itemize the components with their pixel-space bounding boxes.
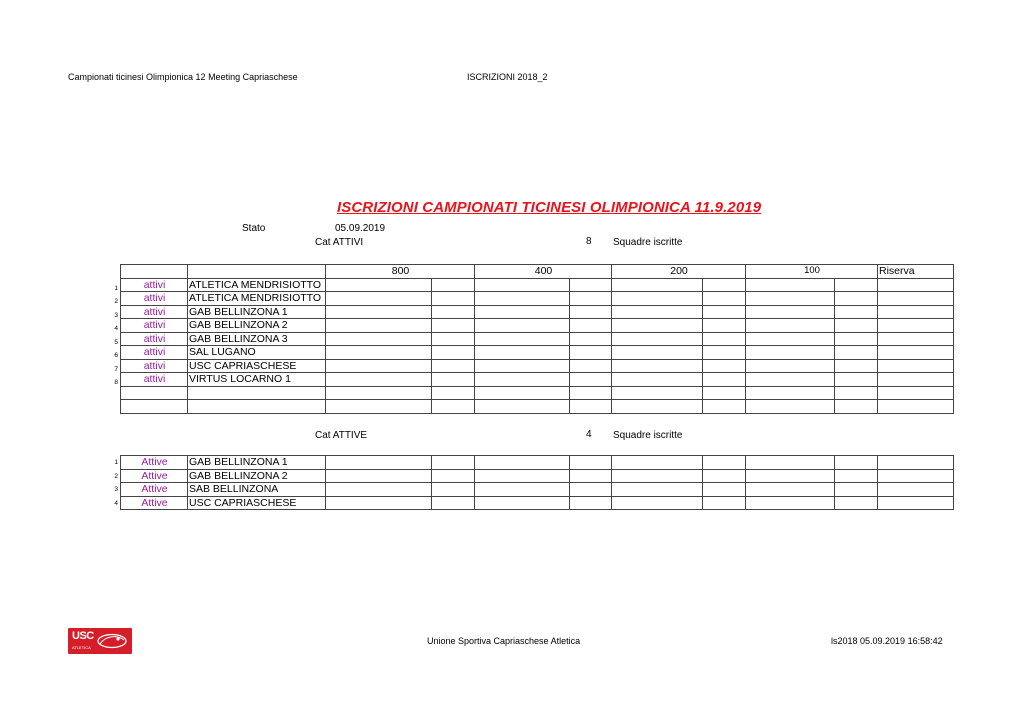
category-cell: Attive bbox=[121, 469, 188, 483]
table-row bbox=[121, 278, 954, 292]
category-cell: attivi bbox=[121, 346, 188, 360]
table-attivi bbox=[120, 264, 954, 414]
row-number: 3 bbox=[114, 486, 118, 493]
category-cell: attivi bbox=[121, 292, 188, 306]
row-number: 6 bbox=[114, 352, 118, 359]
team-cell: GAB BELLINZONA 3 bbox=[188, 332, 326, 346]
category-cell: attivi bbox=[121, 359, 188, 373]
row-number: 2 bbox=[114, 298, 118, 305]
document-title: ISCRIZIONI CAMPIONATI TICINESI OLIMPIONICA 11.9.2019 bbox=[337, 199, 762, 216]
footer-center-text: Unione Sportiva Capriaschese Atletica bbox=[427, 636, 581, 646]
logo-subtext: ATLETICA bbox=[72, 645, 91, 650]
table-attive bbox=[120, 455, 954, 510]
table-row-empty bbox=[121, 400, 954, 414]
row-number: 8 bbox=[114, 379, 118, 386]
category-cell: attivi bbox=[121, 319, 188, 333]
table-row bbox=[121, 332, 954, 346]
row-number: 4 bbox=[114, 325, 118, 332]
row-number: 1 bbox=[114, 285, 118, 292]
section2-count: 4 bbox=[586, 429, 592, 440]
row-number: 7 bbox=[114, 366, 118, 373]
column-400: 400 bbox=[475, 265, 612, 279]
table-row bbox=[121, 292, 954, 306]
category-cell: attivi bbox=[121, 305, 188, 319]
section2-squadre-label: Squadre iscritte bbox=[613, 430, 683, 441]
team-cell: GAB BELLINZONA 2 bbox=[188, 469, 326, 483]
table-row bbox=[121, 483, 954, 497]
team-cell: ATLETICA MENDRISIOTTO bbox=[188, 292, 326, 306]
section1-count: 8 bbox=[586, 236, 592, 247]
column-200: 200 bbox=[612, 265, 746, 279]
team-cell: GAB BELLINZONA 1 bbox=[188, 305, 326, 319]
stato-date: 05.09.2019 bbox=[335, 223, 386, 234]
footer-right-text: ls2018 05.09.2019 16:58:42 bbox=[831, 636, 943, 646]
usc-logo bbox=[68, 628, 132, 654]
team-cell: SAL LUGANO bbox=[188, 346, 326, 360]
table-row-empty bbox=[121, 386, 954, 400]
table-row bbox=[121, 305, 954, 319]
section2-category: Cat ATTIVE bbox=[315, 430, 368, 441]
table-header-row bbox=[121, 265, 954, 279]
team-cell: USC CAPRIASCHESE bbox=[188, 496, 326, 510]
header-center-text: ISCRIZIONI 2018_2 bbox=[467, 72, 548, 82]
table-row bbox=[121, 319, 954, 333]
table-row bbox=[121, 359, 954, 373]
table-row bbox=[121, 456, 954, 470]
row-number: 5 bbox=[114, 339, 118, 346]
table-row bbox=[121, 496, 954, 510]
team-cell: USC CAPRIASCHESE bbox=[188, 359, 326, 373]
column-riserva: Riserva bbox=[878, 265, 954, 279]
category-cell: attivi bbox=[121, 278, 188, 292]
team-cell: VIRTUS LOCARNO 1 bbox=[188, 373, 326, 387]
row-number: 4 bbox=[114, 500, 118, 507]
row-number: 3 bbox=[114, 312, 118, 319]
table-row bbox=[121, 373, 954, 387]
stato-label: Stato bbox=[242, 223, 266, 234]
team-cell: SAB BELLINZONA bbox=[188, 483, 326, 497]
column-800: 800 bbox=[326, 265, 475, 279]
logo-text: USC bbox=[72, 630, 94, 642]
category-cell: attivi bbox=[121, 332, 188, 346]
table-row bbox=[121, 469, 954, 483]
team-cell: ATLETICA MENDRISIOTTO bbox=[188, 278, 326, 292]
category-cell: Attive bbox=[121, 456, 188, 470]
section1-category: Cat ATTIVI bbox=[315, 237, 364, 248]
team-cell: GAB BELLINZONA 1 bbox=[188, 456, 326, 470]
category-cell: attivi bbox=[121, 373, 188, 387]
row-number: 1 bbox=[114, 459, 118, 466]
category-cell: Attive bbox=[121, 483, 188, 497]
runner-logo-icon bbox=[94, 632, 128, 650]
section1-squadre-label: Squadre iscritte bbox=[613, 237, 683, 248]
category-cell: Attive bbox=[121, 496, 188, 510]
table-row bbox=[121, 346, 954, 360]
column-100: 100 bbox=[746, 265, 878, 279]
team-cell: GAB BELLINZONA 2 bbox=[188, 319, 326, 333]
row-number: 2 bbox=[114, 473, 118, 480]
header-left-text: Campionati ticinesi Olimpionica 12 Meeting Capriaschese bbox=[68, 72, 298, 82]
